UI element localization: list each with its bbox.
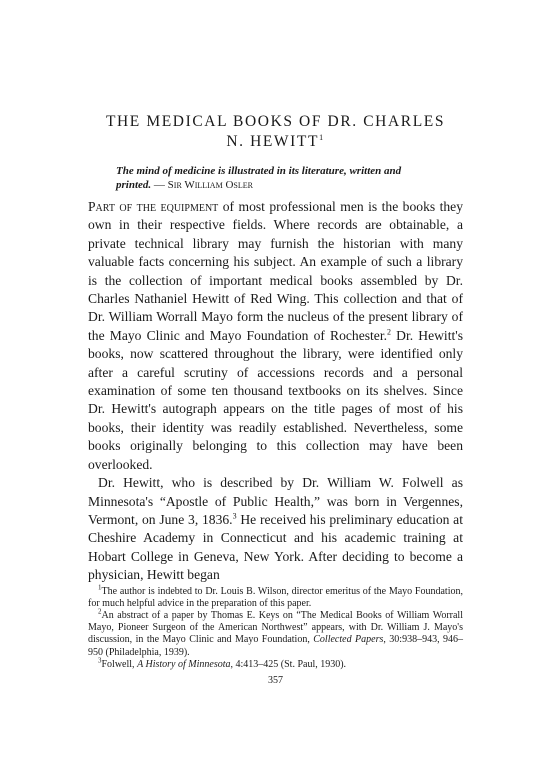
footnote-3 [88, 656, 463, 671]
paragraph-2-text-b: He received his preliminary education at Cheshire Academy in Connecticut and his academic training at Hobart College in Geneva, New York. After deciding to become a physician, Hewitt began [88, 511, 463, 583]
footnote-ref-2: 2 [387, 327, 392, 337]
footnote-3-text-b: , 4:413–425 (St. Paul, 1930). [230, 658, 347, 670]
footnote-2 [88, 607, 464, 659]
paragraph-2-text-a: Dr. Hewitt, who is described by Dr. William W. Folwell as Minnesota's “Apostle of Public Health,” was born in Vergennes, Vermont, on June 3, 1836. [88, 475, 463, 527]
footnote-1 [88, 583, 463, 610]
footnote-2-italic: Collected Papers [313, 634, 384, 646]
footnote-ref-3: 3 [232, 511, 237, 521]
article-title [88, 112, 463, 152]
epigraph-text: The mind of medicine is illustrated in its literature, written and printed. [116, 165, 402, 191]
epigraph-attribution: — Sir William Osler [153, 179, 253, 191]
title-footnote-marker: 1 [319, 132, 325, 142]
footnote-2-text-b: , 30:938–943, 946–950 (Philadelphia, 1939). [88, 634, 464, 658]
page-content [88, 112, 463, 686]
epigraph [116, 164, 434, 192]
footnote-3-marker: 3 [98, 656, 102, 665]
article-body [88, 198, 463, 585]
page-number: 357 [268, 674, 283, 686]
footnote-1-text: The author is indebted to Dr. Louis B. Wilson, director emeritus of the Mayo Foundation, for much helpful advice in the preparation of this paper. [88, 585, 463, 609]
title-line-1: THE MEDICAL BOOKS OF DR. CHARLES [105, 113, 446, 130]
footnote-2-text-a: An abstract of a paper by Thomas E. Keys on “The Medical Books of William Worrall Mayo, Pioneer Surgeon of the American Northwest” appears, with Dr. William J. Mayo's discussion, in the Mayo Clinic and Mayo Foundation, [88, 609, 463, 646]
footnote-3-text-a: Folwell, [101, 658, 138, 670]
paragraph-1-text-b: Dr. Hewitt's books, now scattered throughout the library, were identified only after a careful scrutiny of accessions records and a personal examination of some ten thousand textbooks on its shelves. Since Dr. Hewitt's autograph appears on the title pages of most of his books, their identity was readily established. Nevertheless, some books originally belonging to this collection may have been overlooked. [88, 327, 463, 472]
paragraph-1-text-a: of most professional men is the books they own in their respective fields. Where records are obtainable, a private technical library may furnish the historian with many valuable facts concerning his subject. An example of such a library is the collection of important medical books assembled by Dr. Charles Nathaniel Hewitt of Red Wing. This collection and that of Dr. William Worrall Mayo form the nucleus of the present library of the Mayo Clinic and Mayo Foundation of Rochester. [88, 199, 463, 343]
paragraph-1-lead: Part of the equipment [88, 199, 219, 214]
footnotes [88, 583, 464, 671]
paragraph-1 [88, 198, 463, 474]
footnote-2-marker: 2 [98, 607, 102, 616]
title-line-2: N. HEWITT [226, 133, 320, 150]
footnote-3-italic: A History of Minnesota [137, 658, 231, 670]
footnote-1-marker: 1 [98, 583, 102, 592]
paragraph-2 [88, 474, 463, 584]
